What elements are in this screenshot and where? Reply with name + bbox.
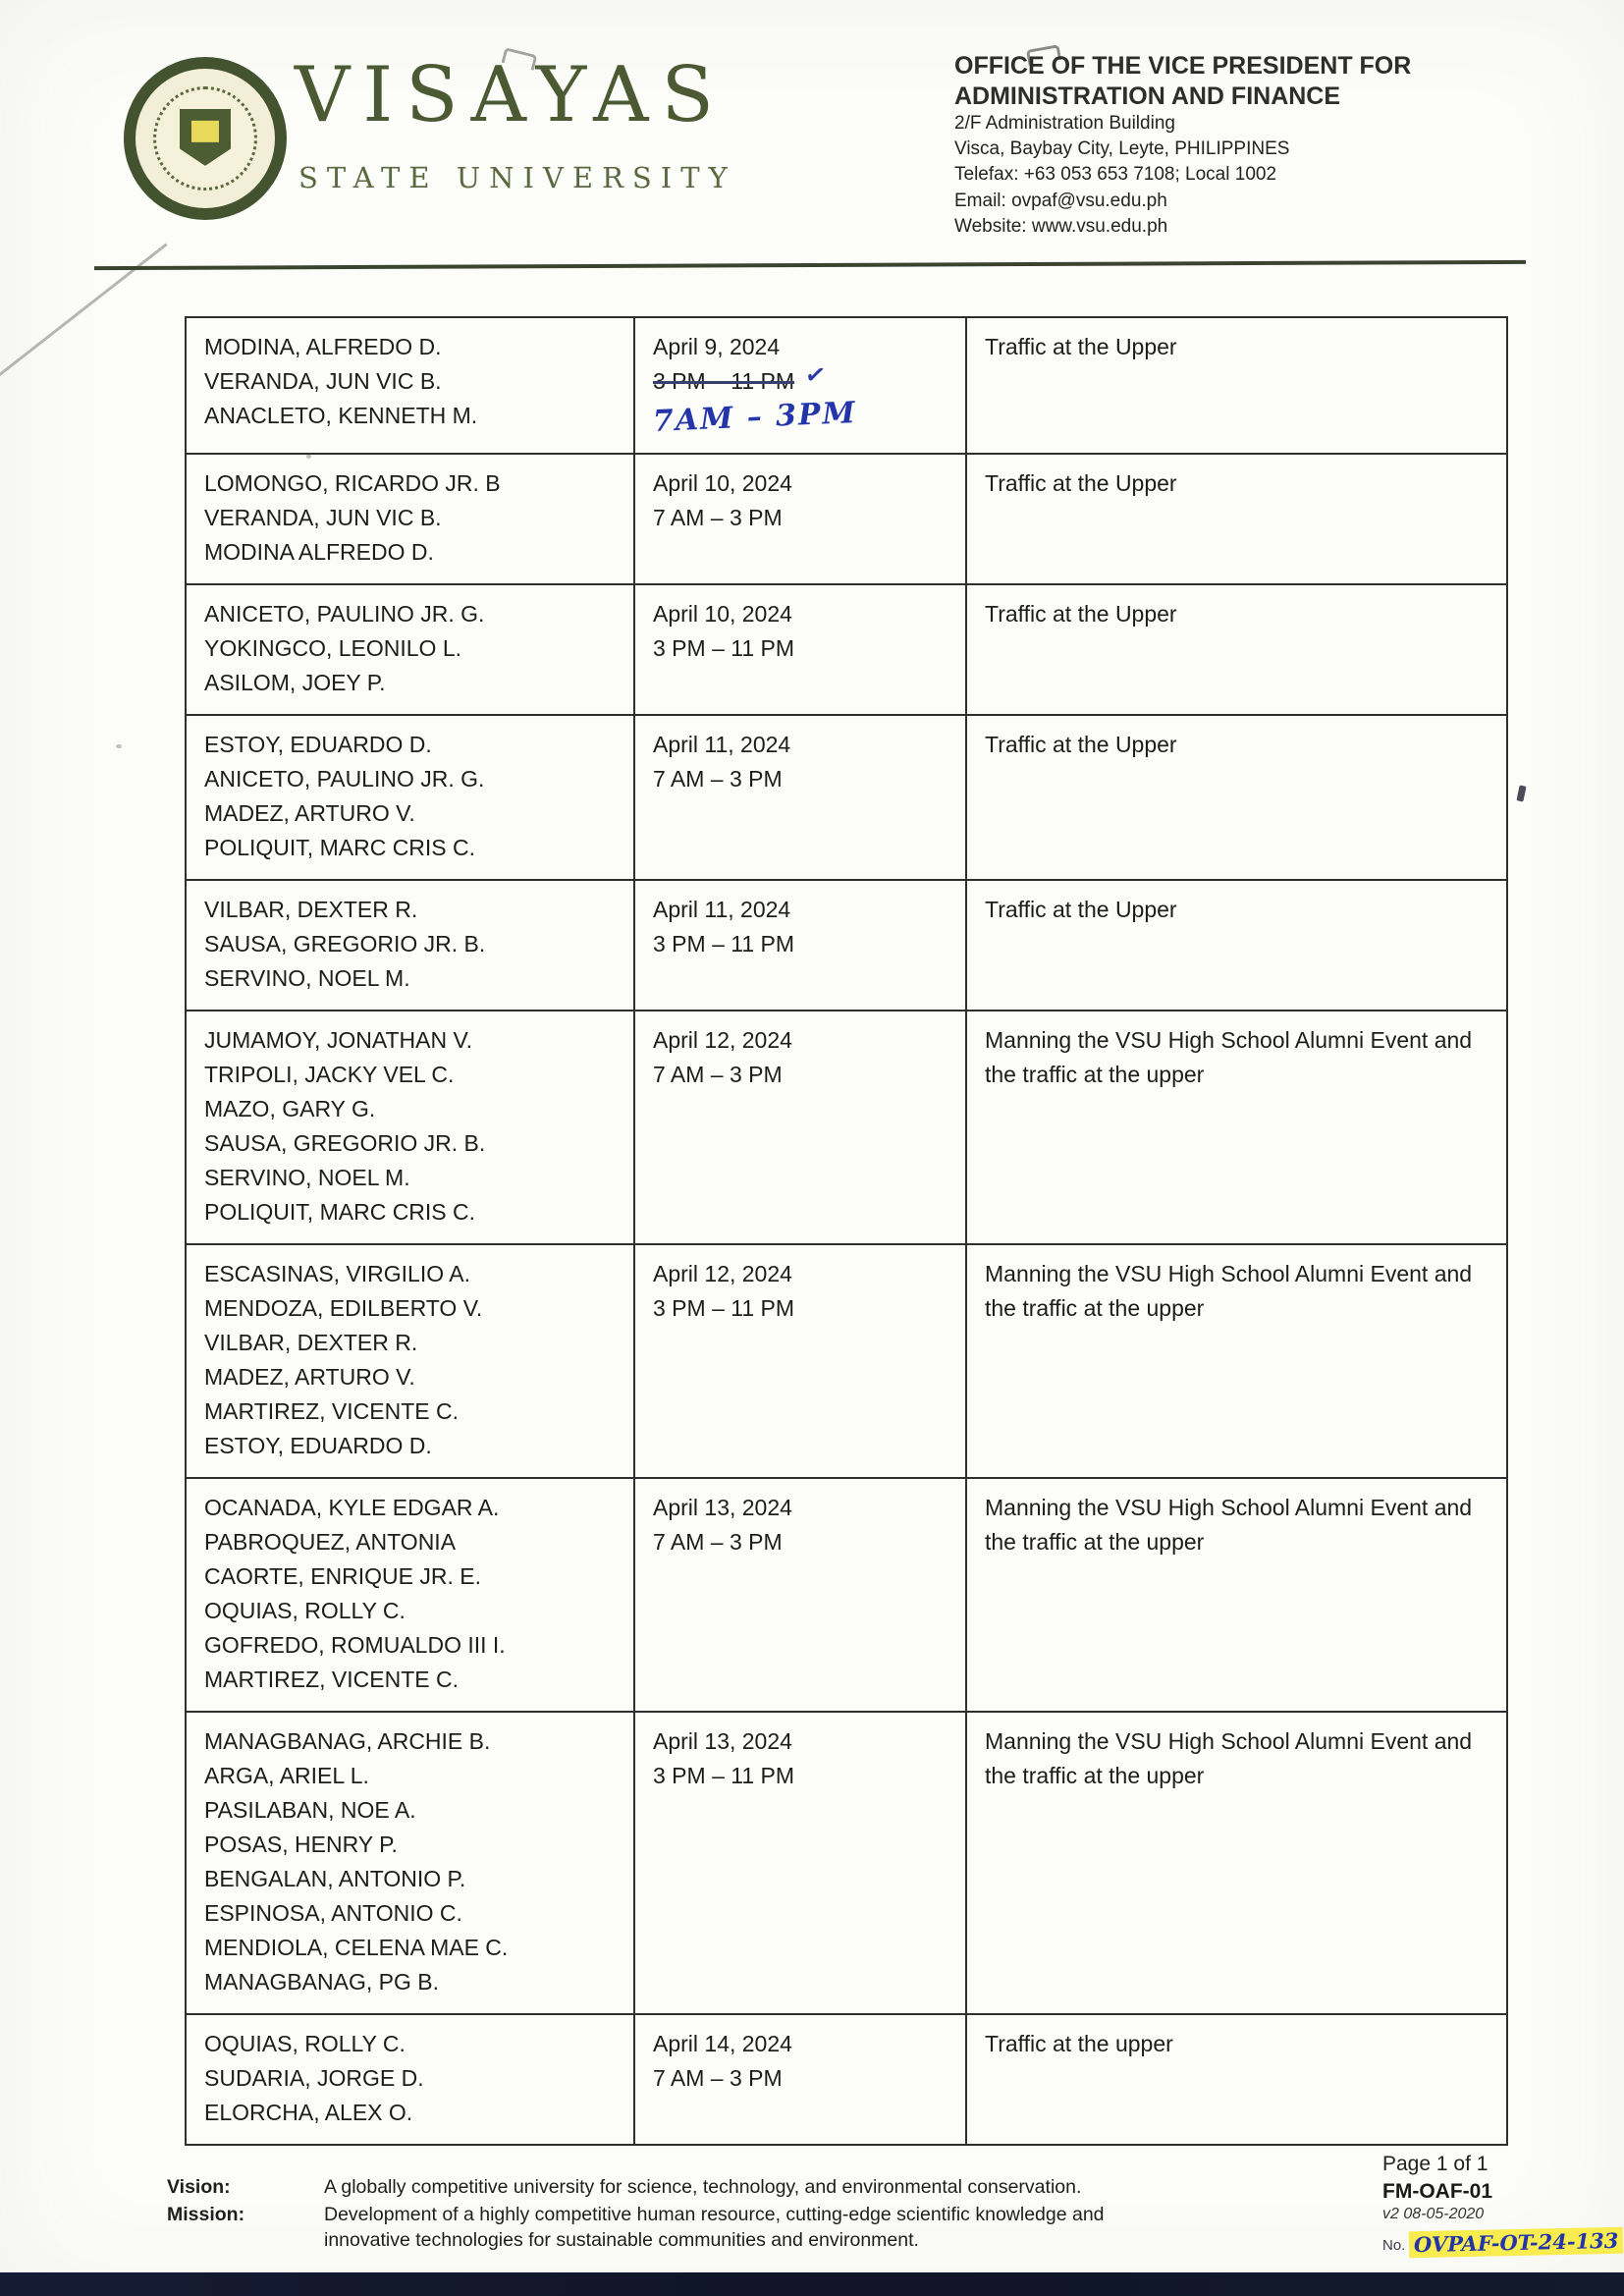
person-name: ANICETO, PAULINO JR. G. bbox=[204, 766, 485, 792]
vision-label: Vision: bbox=[167, 2176, 231, 2198]
office-address-building: 2/F Administration Building bbox=[954, 113, 1175, 134]
table-row bbox=[186, 715, 1507, 880]
schedule-cell bbox=[634, 1478, 966, 1712]
control-number-label: No. bbox=[1382, 2237, 1406, 2254]
person-name: PABROQUEZ, ANTONIA bbox=[204, 1529, 457, 1555]
person-name: MODINA ALFREDO D. bbox=[204, 539, 434, 565]
header-divider-rule bbox=[94, 260, 1526, 270]
shift-date: April 11, 2024 bbox=[653, 732, 791, 757]
person-name: POLIQUIT, MARC CRIS C. bbox=[204, 1199, 476, 1225]
office-email: Email: ovpaf@vsu.edu.ph bbox=[954, 190, 1167, 211]
person-name: ELORCHA, ALEX O. bbox=[204, 2100, 413, 2125]
duty-cell: Manning the VSU High School Alumni Event and the traffic at the upper bbox=[966, 1244, 1507, 1478]
person-name: VILBAR, DEXTER R. bbox=[204, 897, 418, 922]
person-name: MANAGBANAG, ARCHIE B. bbox=[204, 1728, 491, 1754]
person-name: ESPINOSA, ANTONIO C. bbox=[204, 1900, 462, 1926]
duty-cell: Manning the VSU High School Alumni Event and the traffic at the upper bbox=[966, 1011, 1507, 1244]
handwritten-checkmark: ✓ bbox=[802, 359, 829, 391]
person-name: MANAGBANAG, PG B. bbox=[204, 1969, 439, 1995]
person-name: ANACLETO, KENNETH M. bbox=[204, 403, 478, 428]
person-name: ESTOY, EDUARDO D. bbox=[204, 1433, 432, 1458]
shift-date: April 11, 2024 bbox=[653, 897, 791, 922]
shift-time: 7 AM – 3 PM bbox=[653, 505, 783, 530]
schedule-cell bbox=[634, 454, 966, 584]
scan-line-artifact bbox=[0, 244, 168, 385]
seal-emblem bbox=[180, 109, 231, 166]
names-cell bbox=[186, 317, 634, 454]
person-name: ASILOM, JOEY P. bbox=[204, 670, 386, 695]
person-name: SAUSA, GREGORIO JR. B. bbox=[204, 931, 486, 957]
person-name: ESTOY, EDUARDO D. bbox=[204, 732, 432, 757]
table-row bbox=[186, 317, 1507, 454]
names-cell bbox=[186, 1244, 634, 1478]
names-cell bbox=[186, 584, 634, 715]
person-name: MENDIOLA, CELENA MAE C. bbox=[204, 1935, 509, 1960]
shift-date: April 13, 2024 bbox=[653, 1495, 792, 1520]
shift-time: 3 PM – 11 PM ✓ bbox=[653, 364, 949, 399]
schedule-cell bbox=[634, 1244, 966, 1478]
shift-time: 7 AM – 3 PM bbox=[653, 1062, 783, 1087]
schedule-cell bbox=[634, 1011, 966, 1244]
university-subtitle: STATE UNIVERSITY bbox=[298, 161, 736, 194]
handwritten-control-number: OVPAF-OT-24-133 bbox=[1409, 2227, 1624, 2259]
office-website: Website: www.vsu.edu.ph bbox=[954, 215, 1168, 237]
shift-date: April 12, 2024 bbox=[653, 1261, 792, 1286]
duty-cell: Traffic at the Upper bbox=[966, 584, 1507, 715]
person-name: POSAS, HENRY P. bbox=[204, 1831, 398, 1857]
shift-date: April 9, 2024 bbox=[653, 334, 781, 359]
mission-text: Development of a highly competitive human resource, cutting-edge scientific knowledge and innovative technologies for sustainable communities and environment. bbox=[324, 2204, 1105, 2251]
person-name: BENGALAN, ANTONIO P. bbox=[204, 1866, 466, 1891]
schedule-cell bbox=[634, 317, 966, 454]
office-address-city: Visca, Baybay City, Leyte, PHILIPPINES bbox=[954, 138, 1290, 160]
names-cell bbox=[186, 880, 634, 1011]
person-name: ESCASINAS, VIRGILIO A. bbox=[204, 1261, 470, 1286]
person-name: MARTIREZ, VICENTE C. bbox=[204, 1667, 459, 1692]
person-name: MADEZ, ARTURO V. bbox=[204, 1364, 415, 1390]
table-row bbox=[186, 1712, 1507, 2014]
ink-speck-artifact bbox=[1516, 785, 1526, 801]
schedule-cell bbox=[634, 1712, 966, 2014]
shift-time: 3 PM – 11 PM bbox=[653, 1295, 795, 1321]
duty-cell: Manning the VSU High School Alumni Event and the traffic at the upper bbox=[966, 1478, 1507, 1712]
person-name: SAUSA, GREGORIO JR. B. bbox=[204, 1130, 486, 1156]
person-name: YOKINGCO, LEONILO L. bbox=[204, 635, 462, 661]
table-row bbox=[186, 1011, 1507, 1244]
person-name: OQUIAS, ROLLY C. bbox=[204, 1598, 406, 1623]
office-title-line2: ADMINISTRATION AND FINANCE bbox=[954, 82, 1341, 110]
names-cell bbox=[186, 1478, 634, 1712]
vision-text: A globally competitive university for science, technology, and environmental conservation. bbox=[324, 2176, 1082, 2198]
person-name: JUMAMOY, JONATHAN V. bbox=[204, 1027, 473, 1053]
scan-edge-strip bbox=[0, 2272, 1624, 2296]
shift-date: April 14, 2024 bbox=[653, 2031, 792, 2056]
shift-time: 3 PM – 11 PM bbox=[653, 1763, 795, 1788]
form-code: FM-OAF-01 bbox=[1382, 2180, 1492, 2203]
office-title-line1: OFFICE OF THE VICE PRESIDENT FOR bbox=[954, 52, 1412, 80]
page-number: Page 1 of 1 bbox=[1382, 2153, 1489, 2175]
duty-cell: Traffic at the Upper bbox=[966, 880, 1507, 1011]
university-seal-logo bbox=[124, 57, 287, 220]
person-name: MODINA, ALFREDO D. bbox=[204, 334, 442, 359]
shift-time: 7 AM – 3 PM bbox=[653, 2065, 783, 2091]
shift-time: 7 AM – 3 PM bbox=[653, 766, 783, 792]
duty-cell: Traffic at the Upper bbox=[966, 454, 1507, 584]
schedule-cell bbox=[634, 880, 966, 1011]
seal-inner-ring bbox=[153, 86, 257, 191]
schedule-cell bbox=[634, 584, 966, 715]
person-name: TRIPOLI, JACKY VEL C. bbox=[204, 1062, 455, 1087]
duty-table-body bbox=[186, 317, 1507, 2145]
duty-cell: Traffic at the Upper bbox=[966, 317, 1507, 454]
person-name: MAZO, GARY G. bbox=[204, 1096, 376, 1121]
names-cell bbox=[186, 454, 634, 584]
scan-speck bbox=[116, 744, 122, 748]
table-row bbox=[186, 880, 1507, 1011]
person-name: ARGA, ARIEL L. bbox=[204, 1763, 369, 1788]
person-name: VILBAR, DEXTER R. bbox=[204, 1330, 418, 1355]
schedule-cell bbox=[634, 715, 966, 880]
shift-date: April 10, 2024 bbox=[653, 601, 792, 627]
person-name: VERANDA, JUN VIC B. bbox=[204, 505, 442, 530]
shift-time: 3 PM – 11 PM bbox=[653, 931, 795, 957]
shift-time: 7 AM – 3 PM bbox=[653, 1529, 783, 1555]
person-name: POLIQUIT, MARC CRIS C. bbox=[204, 835, 476, 860]
person-name: GOFREDO, ROMUALDO III I. bbox=[204, 1632, 506, 1658]
form-version: v2 08-05-2020 bbox=[1382, 2206, 1485, 2222]
names-cell bbox=[186, 1712, 634, 2014]
person-name: MARTIREZ, VICENTE C. bbox=[204, 1398, 459, 1424]
person-name: OCANADA, KYLE EDGAR A. bbox=[204, 1495, 500, 1520]
person-name: OQUIAS, ROLLY C. bbox=[204, 2031, 406, 2056]
table-row bbox=[186, 1478, 1507, 1712]
person-name: MADEZ, ARTURO V. bbox=[204, 800, 415, 826]
person-name: CAORTE, ENRIQUE JR. E. bbox=[204, 1563, 482, 1589]
names-cell bbox=[186, 2014, 634, 2145]
person-name: PASILABAN, NOE A. bbox=[204, 1797, 416, 1823]
table-row bbox=[186, 454, 1507, 584]
names-cell bbox=[186, 715, 634, 880]
table-row bbox=[186, 584, 1507, 715]
table-row bbox=[186, 1244, 1507, 1478]
shift-date: April 10, 2024 bbox=[653, 470, 792, 496]
university-name: VISAYAS bbox=[295, 51, 727, 139]
person-name: SERVINO, NOEL M. bbox=[204, 1165, 410, 1190]
person-name: LOMONGO, RICARDO JR. B bbox=[204, 470, 501, 496]
control-number bbox=[1382, 2227, 1619, 2258]
duty-cell: Traffic at the Upper bbox=[966, 715, 1507, 880]
table-row bbox=[186, 2014, 1507, 2145]
names-cell bbox=[186, 1011, 634, 1244]
shift-date: April 13, 2024 bbox=[653, 1728, 792, 1754]
office-telefax: Telefax: +63 053 653 7108; Local 1002 bbox=[954, 164, 1277, 186]
person-name: MENDOZA, EDILBERTO V. bbox=[204, 1295, 483, 1321]
person-name: ANICETO, PAULINO JR. G. bbox=[204, 601, 485, 627]
form-meta-block bbox=[1382, 2153, 1619, 2258]
mission-label: Mission: bbox=[167, 2204, 245, 2225]
person-name: SERVINO, NOEL M. bbox=[204, 965, 410, 991]
schedule-cell bbox=[634, 2014, 966, 2145]
shift-date: April 12, 2024 bbox=[653, 1027, 792, 1053]
duty-schedule-table bbox=[185, 316, 1508, 2146]
shift-time: 3 PM – 11 PM bbox=[653, 635, 795, 661]
duty-cell: Traffic at the upper bbox=[966, 2014, 1507, 2145]
vision-mission-block bbox=[167, 2174, 1208, 2253]
person-name: SUDARIA, JORGE D. bbox=[204, 2065, 424, 2091]
person-name: VERANDA, JUN VIC B. bbox=[204, 368, 442, 394]
duty-cell: Manning the VSU High School Alumni Event and the traffic at the upper bbox=[966, 1712, 1507, 2014]
office-header-block bbox=[954, 51, 1524, 240]
handwritten-time-correction: 7AM – 3PM bbox=[652, 395, 858, 439]
